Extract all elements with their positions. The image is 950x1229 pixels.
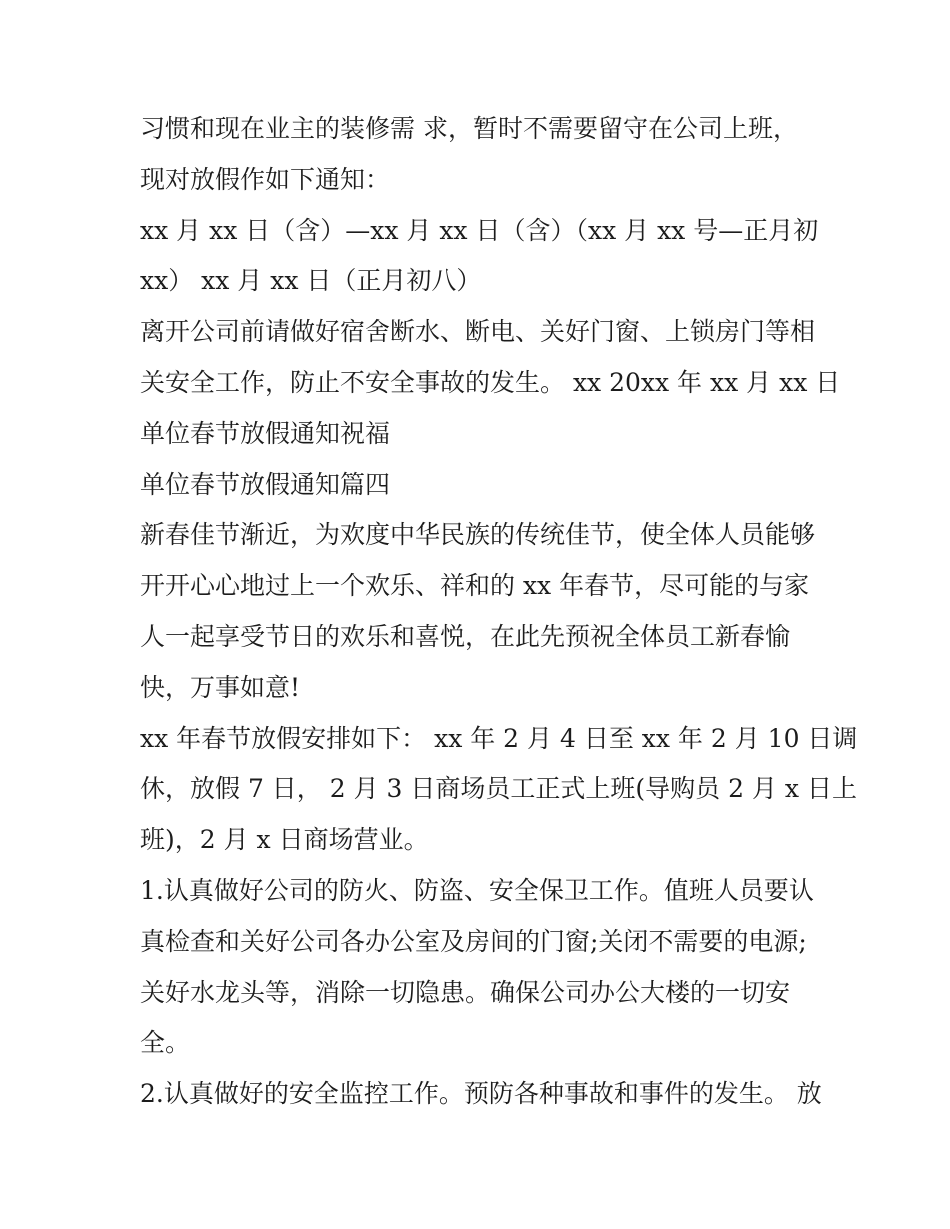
section-heading: 单位春节放假通知篇四 [140,469,391,499]
text-line: 休，放假 7 日， 2 月 3 日商场员工正式上班(导购员 2 月 x 日上 [140,774,857,804]
section-heading: 单位春节放假通知祝福 [140,418,391,448]
list-item: 1.认真做好公司的防火、防盗、安全保卫工作。值班人员要认 [140,875,814,905]
text-line: 现对放假作如下通知： [140,164,391,194]
text-line: 离开公司前请做好宿舍断水、断电、关好门窗、上锁房门等相 [140,317,816,347]
text-line: 关安全工作，防止不安全事故的发生。 xx 20xx 年 xx 月 xx 日 [140,367,841,397]
text-line: xx 年春节放假安排如下： xx 年 2 月 4 日至 xx 年 2 月 10 日调 [140,723,858,753]
text-line: 人一起享受节日的欢乐和喜悦，在此先预祝全体员工新春愉 [140,621,791,651]
text-line: 真检查和关好公司各办公室及房间的门窗;关闭不需要的电源; [140,926,807,956]
text-line: xx） xx 月 xx 日（正月初八） [140,266,482,296]
text-line: 新春佳节渐近，为欢度中华民族的传统佳节，使全体人员能够 [140,520,816,550]
text-line: 全。 [140,1028,191,1058]
text-line: 关好水龙头等，消除一切隐患。确保公司办公大楼的一切安 [140,977,791,1007]
text-line: 开开心心地过上一个欢乐、祥和的 xx 年春节，尽可能的与家 [140,571,810,601]
document-body [140,104,858,1120]
text-line: 快，万事如意! [140,672,301,702]
text-line: 习惯和现在业主的装修需 求，暂时不需要留守在公司上班， [140,114,798,143]
text-line: xx 月 xx 日（含）—xx 月 xx 日（含）（xx 月 xx 号—正月初 [140,215,819,245]
text-line: 班)，2 月 x 日商场营业。 [140,825,429,855]
list-item: 2.认真做好的安全监控工作。预防各种事故和事件的发生。 放 [140,1079,822,1109]
